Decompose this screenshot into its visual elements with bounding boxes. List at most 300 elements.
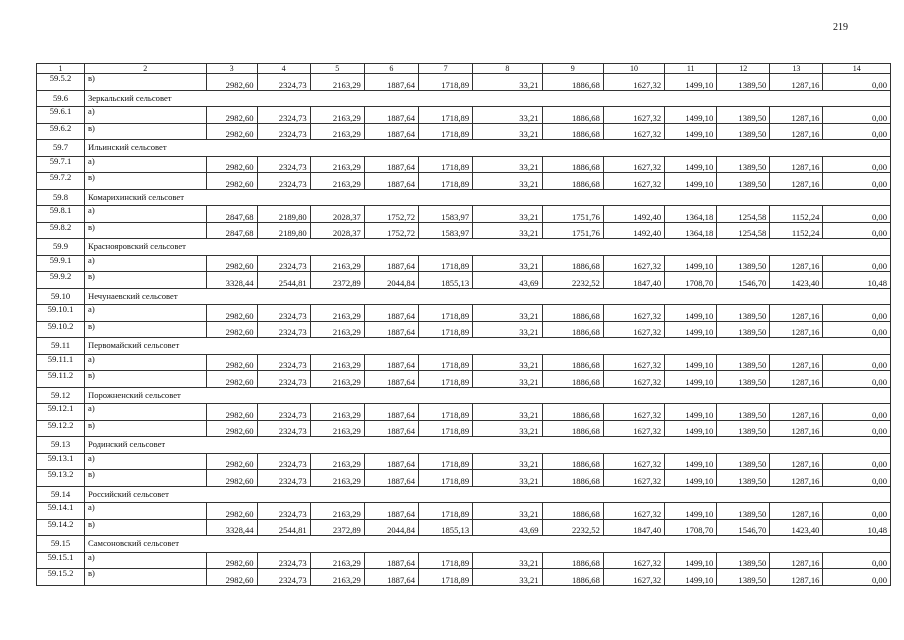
value-cell: 33,21	[473, 371, 542, 388]
section-name: Самсоновский сельсовет	[85, 536, 891, 553]
row-kind: в)	[85, 173, 207, 190]
value-cell: 1287,16	[770, 305, 823, 322]
value-cell: 1886,68	[542, 156, 603, 173]
row-kind: а)	[85, 305, 207, 322]
value-cell: 2324,73	[257, 107, 310, 124]
value-cell: 1886,68	[542, 569, 603, 586]
table-row	[37, 519, 891, 536]
value-cell: 2163,29	[310, 305, 364, 322]
value-cell: 10,48	[823, 519, 891, 536]
table-row	[37, 420, 891, 437]
value-cell: 2982,60	[206, 552, 257, 569]
section-name: Первомайский сельсовет	[85, 338, 891, 355]
section-code: 59.10	[37, 288, 85, 305]
value-cell: 33,21	[473, 305, 542, 322]
column-number: 10	[603, 64, 664, 74]
value-cell: 1718,89	[419, 173, 473, 190]
value-cell: 1718,89	[419, 404, 473, 421]
value-cell: 2163,29	[310, 503, 364, 520]
value-cell: 2324,73	[257, 74, 310, 91]
section-code: 59.12	[37, 387, 85, 404]
value-cell: 1887,64	[364, 453, 418, 470]
value-cell: 1887,64	[364, 470, 418, 487]
value-cell: 2324,73	[257, 123, 310, 140]
value-cell: 1847,40	[603, 272, 664, 289]
value-cell: 1751,76	[542, 222, 603, 239]
value-cell: 2163,29	[310, 107, 364, 124]
value-cell: 1627,32	[603, 354, 664, 371]
section-code: 59.13	[37, 437, 85, 454]
row-kind: а)	[85, 404, 207, 421]
section-row	[37, 90, 891, 107]
row-code: 59.15.1	[37, 552, 85, 569]
value-cell: 33,21	[473, 420, 542, 437]
value-cell: 0,00	[823, 503, 891, 520]
table-row	[37, 371, 891, 388]
value-cell: 1627,32	[603, 173, 664, 190]
value-cell: 1887,64	[364, 371, 418, 388]
table-row	[37, 453, 891, 470]
section-name: Ильинский сельсовет	[85, 140, 891, 157]
value-cell: 1887,64	[364, 404, 418, 421]
value-cell: 2982,60	[206, 354, 257, 371]
value-cell: 1499,10	[665, 74, 717, 91]
value-cell: 2163,29	[310, 420, 364, 437]
tariff-table	[36, 63, 891, 586]
section-row	[37, 536, 891, 553]
table-row	[37, 107, 891, 124]
value-cell: 1546,70	[717, 272, 770, 289]
value-cell: 1627,32	[603, 420, 664, 437]
row-kind: а)	[85, 503, 207, 520]
value-cell: 0,00	[823, 156, 891, 173]
section-code: 59.14	[37, 486, 85, 503]
value-cell: 2324,73	[257, 569, 310, 586]
row-code: 59.7.2	[37, 173, 85, 190]
value-cell: 1389,50	[717, 74, 770, 91]
value-cell: 2982,60	[206, 321, 257, 338]
page-number: 219	[833, 22, 848, 33]
value-cell: 1718,89	[419, 74, 473, 91]
value-cell: 1423,40	[770, 272, 823, 289]
value-cell: 1627,32	[603, 321, 664, 338]
value-cell: 2163,29	[310, 453, 364, 470]
value-cell: 1389,50	[717, 371, 770, 388]
row-kind: а)	[85, 107, 207, 124]
value-cell: 1287,16	[770, 107, 823, 124]
value-cell: 1583,97	[419, 222, 473, 239]
value-cell: 43,69	[473, 519, 542, 536]
value-cell: 33,21	[473, 453, 542, 470]
section-code: 59.6	[37, 90, 85, 107]
table-row	[37, 354, 891, 371]
value-cell: 33,21	[473, 404, 542, 421]
value-cell: 1718,89	[419, 156, 473, 173]
value-cell: 1583,97	[419, 206, 473, 223]
column-number: 8	[473, 64, 542, 74]
value-cell: 1718,89	[419, 305, 473, 322]
column-number: 6	[364, 64, 418, 74]
value-cell: 0,00	[823, 173, 891, 190]
value-cell: 1886,68	[542, 123, 603, 140]
row-code: 59.7.1	[37, 156, 85, 173]
value-cell: 1886,68	[542, 321, 603, 338]
value-cell: 43,69	[473, 272, 542, 289]
value-cell: 1886,68	[542, 552, 603, 569]
row-code: 59.12.1	[37, 404, 85, 421]
row-code: 59.8.1	[37, 206, 85, 223]
table-row	[37, 552, 891, 569]
value-cell: 1887,64	[364, 354, 418, 371]
value-cell: 2982,60	[206, 503, 257, 520]
value-cell: 1751,76	[542, 206, 603, 223]
value-cell: 2163,29	[310, 74, 364, 91]
row-kind: в)	[85, 420, 207, 437]
value-cell: 1389,50	[717, 354, 770, 371]
value-cell: 1389,50	[717, 552, 770, 569]
value-cell: 2324,73	[257, 173, 310, 190]
value-cell: 1364,18	[665, 206, 717, 223]
section-name: Нечунаевский сельсовет	[85, 288, 891, 305]
value-cell: 1887,64	[364, 74, 418, 91]
row-code: 59.14.2	[37, 519, 85, 536]
value-cell: 2163,29	[310, 123, 364, 140]
row-code: 59.13.1	[37, 453, 85, 470]
value-cell: 1627,32	[603, 552, 664, 569]
table-row	[37, 272, 891, 289]
value-cell: 1718,89	[419, 255, 473, 272]
value-cell: 1389,50	[717, 569, 770, 586]
value-cell: 1627,32	[603, 569, 664, 586]
section-row	[37, 239, 891, 256]
value-cell: 1389,50	[717, 420, 770, 437]
section-row	[37, 288, 891, 305]
value-cell: 1718,89	[419, 321, 473, 338]
row-code: 59.10.2	[37, 321, 85, 338]
table-row	[37, 123, 891, 140]
table-row	[37, 321, 891, 338]
value-cell: 2372,89	[310, 272, 364, 289]
value-cell: 2163,29	[310, 470, 364, 487]
value-cell: 1499,10	[665, 123, 717, 140]
value-cell: 0,00	[823, 74, 891, 91]
value-cell: 2163,29	[310, 371, 364, 388]
value-cell: 1627,32	[603, 255, 664, 272]
column-number: 12	[717, 64, 770, 74]
column-number: 3	[206, 64, 257, 74]
value-cell: 1287,16	[770, 470, 823, 487]
value-cell: 2982,60	[206, 107, 257, 124]
value-cell: 2982,60	[206, 404, 257, 421]
row-code: 59.13.2	[37, 470, 85, 487]
row-kind: в)	[85, 569, 207, 586]
value-cell: 0,00	[823, 123, 891, 140]
table-row	[37, 74, 891, 91]
value-cell: 33,21	[473, 354, 542, 371]
row-kind: а)	[85, 206, 207, 223]
value-cell: 33,21	[473, 470, 542, 487]
column-number: 4	[257, 64, 310, 74]
section-code: 59.9	[37, 239, 85, 256]
value-cell: 2163,29	[310, 321, 364, 338]
value-cell: 2982,60	[206, 156, 257, 173]
section-row	[37, 338, 891, 355]
value-cell: 2163,29	[310, 552, 364, 569]
value-cell: 0,00	[823, 404, 891, 421]
value-cell: 2847,68	[206, 222, 257, 239]
value-cell: 0,00	[823, 420, 891, 437]
value-cell: 1886,68	[542, 503, 603, 520]
value-cell: 2982,60	[206, 569, 257, 586]
value-cell: 1389,50	[717, 173, 770, 190]
value-cell: 1287,16	[770, 503, 823, 520]
table-row	[37, 569, 891, 586]
table-row	[37, 305, 891, 322]
value-cell: 2163,29	[310, 255, 364, 272]
value-cell: 0,00	[823, 470, 891, 487]
table-row	[37, 222, 891, 239]
value-cell: 1499,10	[665, 453, 717, 470]
value-cell: 33,21	[473, 552, 542, 569]
value-cell: 2982,60	[206, 255, 257, 272]
value-cell: 2324,73	[257, 354, 310, 371]
value-cell: 2232,52	[542, 519, 603, 536]
value-cell: 2044,84	[364, 519, 418, 536]
value-cell: 2324,73	[257, 470, 310, 487]
section-code: 59.8	[37, 189, 85, 206]
row-code: 59.6.1	[37, 107, 85, 124]
value-cell: 33,21	[473, 173, 542, 190]
value-cell: 1287,16	[770, 255, 823, 272]
value-cell: 2982,60	[206, 305, 257, 322]
value-cell: 1499,10	[665, 552, 717, 569]
row-code: 59.15.2	[37, 569, 85, 586]
section-row	[37, 140, 891, 157]
section-row	[37, 387, 891, 404]
row-kind: а)	[85, 552, 207, 569]
value-cell: 1287,16	[770, 354, 823, 371]
value-cell: 1287,16	[770, 404, 823, 421]
value-cell: 1887,64	[364, 305, 418, 322]
row-code: 59.12.2	[37, 420, 85, 437]
value-cell: 1287,16	[770, 321, 823, 338]
value-cell: 2163,29	[310, 354, 364, 371]
section-name: Российский сельсовет	[85, 486, 891, 503]
value-cell: 33,21	[473, 255, 542, 272]
value-cell: 2163,29	[310, 156, 364, 173]
row-kind: в)	[85, 272, 207, 289]
column-number: 11	[665, 64, 717, 74]
value-cell: 2044,84	[364, 272, 418, 289]
value-cell: 1287,16	[770, 173, 823, 190]
section-code: 59.7	[37, 140, 85, 157]
value-cell: 2189,80	[257, 222, 310, 239]
value-cell: 1389,50	[717, 107, 770, 124]
value-cell: 1627,32	[603, 404, 664, 421]
value-cell: 1708,70	[665, 519, 717, 536]
column-number: 2	[85, 64, 207, 74]
value-cell: 1287,16	[770, 453, 823, 470]
value-cell: 1389,50	[717, 156, 770, 173]
row-code: 59.11.1	[37, 354, 85, 371]
value-cell: 2982,60	[206, 420, 257, 437]
value-cell: 1886,68	[542, 107, 603, 124]
value-cell: 2324,73	[257, 371, 310, 388]
value-cell: 1718,89	[419, 503, 473, 520]
value-cell: 1886,68	[542, 173, 603, 190]
row-kind: а)	[85, 354, 207, 371]
row-kind: а)	[85, 156, 207, 173]
value-cell: 1499,10	[665, 321, 717, 338]
value-cell: 1389,50	[717, 453, 770, 470]
value-cell: 1627,32	[603, 503, 664, 520]
value-cell: 1887,64	[364, 569, 418, 586]
value-cell: 2324,73	[257, 321, 310, 338]
table-row	[37, 503, 891, 520]
column-number: 7	[419, 64, 473, 74]
value-cell: 1887,64	[364, 420, 418, 437]
row-kind: а)	[85, 255, 207, 272]
value-cell: 33,21	[473, 156, 542, 173]
value-cell: 1287,16	[770, 569, 823, 586]
value-cell: 1499,10	[665, 404, 717, 421]
value-cell: 1152,24	[770, 222, 823, 239]
value-cell: 1499,10	[665, 305, 717, 322]
value-cell: 33,21	[473, 107, 542, 124]
column-number: 9	[542, 64, 603, 74]
value-cell: 1886,68	[542, 74, 603, 91]
row-code: 59.5.2	[37, 74, 85, 91]
value-cell: 2372,89	[310, 519, 364, 536]
value-cell: 2028,37	[310, 222, 364, 239]
section-name: Зеркальский сельсовет	[85, 90, 891, 107]
value-cell: 2028,37	[310, 206, 364, 223]
row-code: 59.6.2	[37, 123, 85, 140]
section-name: Комарихинский сельсовет	[85, 189, 891, 206]
value-cell: 1287,16	[770, 123, 823, 140]
value-cell: 2324,73	[257, 156, 310, 173]
value-cell: 2232,52	[542, 272, 603, 289]
value-cell: 1287,16	[770, 552, 823, 569]
column-number: 1	[37, 64, 85, 74]
value-cell: 1886,68	[542, 470, 603, 487]
value-cell: 1886,68	[542, 453, 603, 470]
table-row	[37, 206, 891, 223]
value-cell: 2982,60	[206, 453, 257, 470]
value-cell: 2982,60	[206, 470, 257, 487]
section-row	[37, 486, 891, 503]
value-cell: 1546,70	[717, 519, 770, 536]
value-cell: 1886,68	[542, 404, 603, 421]
value-cell: 1886,68	[542, 354, 603, 371]
value-cell: 2982,60	[206, 74, 257, 91]
value-cell: 1627,32	[603, 74, 664, 91]
value-cell: 2544,81	[257, 272, 310, 289]
row-kind: в)	[85, 321, 207, 338]
row-code: 59.9.1	[37, 255, 85, 272]
value-cell: 33,21	[473, 503, 542, 520]
table-body	[37, 64, 891, 586]
table-row	[37, 470, 891, 487]
value-cell: 2324,73	[257, 503, 310, 520]
value-cell: 1718,89	[419, 552, 473, 569]
value-cell: 1423,40	[770, 519, 823, 536]
value-cell: 1627,32	[603, 107, 664, 124]
row-code: 59.8.2	[37, 222, 85, 239]
value-cell: 1287,16	[770, 371, 823, 388]
value-cell: 1847,40	[603, 519, 664, 536]
value-cell: 1499,10	[665, 173, 717, 190]
value-cell: 1499,10	[665, 420, 717, 437]
row-kind: а)	[85, 453, 207, 470]
value-cell: 2163,29	[310, 404, 364, 421]
value-cell: 1627,32	[603, 470, 664, 487]
value-cell: 3328,44	[206, 272, 257, 289]
value-cell: 2982,60	[206, 123, 257, 140]
value-cell: 1718,89	[419, 569, 473, 586]
value-cell: 1287,16	[770, 420, 823, 437]
row-kind: в)	[85, 123, 207, 140]
value-cell: 1499,10	[665, 354, 717, 371]
value-cell: 1855,13	[419, 272, 473, 289]
value-cell: 1718,89	[419, 354, 473, 371]
value-cell: 1499,10	[665, 470, 717, 487]
table-row	[37, 156, 891, 173]
value-cell: 1364,18	[665, 222, 717, 239]
value-cell: 1886,68	[542, 371, 603, 388]
value-cell: 10,48	[823, 272, 891, 289]
value-cell: 33,21	[473, 206, 542, 223]
value-cell: 1492,40	[603, 206, 664, 223]
value-cell: 2324,73	[257, 255, 310, 272]
value-cell: 0,00	[823, 206, 891, 223]
value-cell: 2324,73	[257, 420, 310, 437]
value-cell: 2163,29	[310, 173, 364, 190]
value-cell: 1389,50	[717, 255, 770, 272]
value-cell: 1389,50	[717, 123, 770, 140]
row-kind: в)	[85, 74, 207, 91]
value-cell: 1627,32	[603, 305, 664, 322]
value-cell: 1389,50	[717, 470, 770, 487]
table-row	[37, 173, 891, 190]
value-cell: 1389,50	[717, 404, 770, 421]
column-number: 13	[770, 64, 823, 74]
section-code: 59.15	[37, 536, 85, 553]
value-cell: 33,21	[473, 222, 542, 239]
value-cell: 1718,89	[419, 420, 473, 437]
value-cell: 1855,13	[419, 519, 473, 536]
row-code: 59.14.1	[37, 503, 85, 520]
value-cell: 1152,24	[770, 206, 823, 223]
value-cell: 1287,16	[770, 156, 823, 173]
column-number: 14	[823, 64, 891, 74]
value-cell: 1627,32	[603, 156, 664, 173]
value-cell: 2847,68	[206, 206, 257, 223]
value-cell: 0,00	[823, 569, 891, 586]
value-cell: 1886,68	[542, 305, 603, 322]
value-cell: 0,00	[823, 354, 891, 371]
section-row	[37, 437, 891, 454]
value-cell: 0,00	[823, 222, 891, 239]
value-cell: 1752,72	[364, 206, 418, 223]
value-cell: 2324,73	[257, 305, 310, 322]
value-cell: 2324,73	[257, 552, 310, 569]
section-row	[37, 189, 891, 206]
row-code: 59.10.1	[37, 305, 85, 322]
value-cell: 33,21	[473, 74, 542, 91]
table-row	[37, 404, 891, 421]
value-cell: 0,00	[823, 453, 891, 470]
